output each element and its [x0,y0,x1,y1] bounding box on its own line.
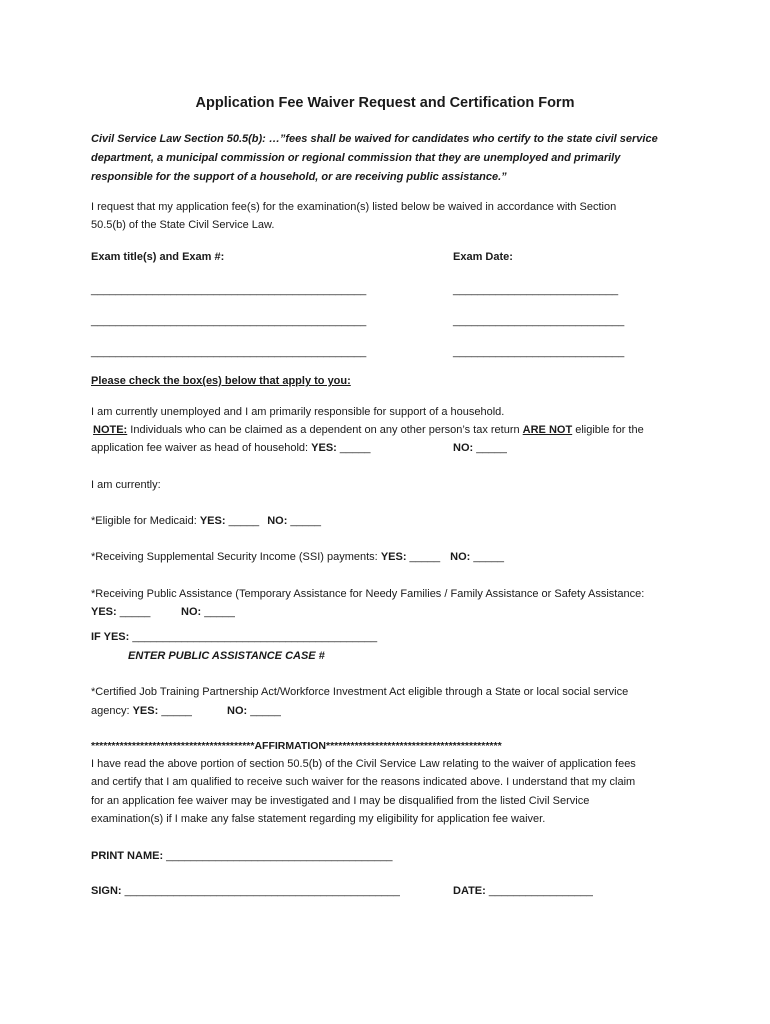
jtpa-agency-text: agency: [91,705,133,717]
citation-line-3: responsible for the support of a household, or are receiving public assistance.” [91,171,507,183]
medicaid-no-field[interactable]: _____ [287,515,322,527]
print-name-field[interactable]: _____________________________________ [163,850,393,862]
public-assistance-yes-field[interactable]: _____ [116,606,151,618]
head-of-household-text: application fee waiver as head of household: [91,442,312,454]
case-number-field[interactable]: ________________________________________ [129,631,378,643]
form-title: Application Fee Waiver Request and Certification Form [195,95,575,111]
medicaid-text: *Eligible for Medicaid: [91,515,200,527]
no-label: NO: [227,705,248,717]
exam-title-field-1[interactable]: _____________________________________________ [91,284,367,296]
unemployed-no-field[interactable]: _____ [473,442,507,454]
sign-line [91,884,400,898]
citation-line-1: Civil Service Law Section 50.5(b): …”fees shall be waived for candidates who certify to the state civil service [91,133,658,145]
yes-label: YES: [380,551,407,563]
public-assistance-text: *Receiving Public Assistance (Temporary Assistance for Needy Families / Family Assistance or Safety Assistance: [91,588,645,600]
yes-label: YES: [91,606,117,618]
exam-date-field-2[interactable]: ____________________________ [453,315,625,327]
date-field[interactable]: _________________ [485,885,593,897]
if-yes-line [91,630,377,644]
case-number-label: ENTER PUBLIC ASSISTANCE CASE # [128,650,325,662]
jtpa-no-field[interactable]: _____ [247,705,281,717]
jtpa-yes-field[interactable]: _____ [158,705,192,717]
exam-title-header: Exam title(s) and Exam #: [91,251,225,263]
affirmation-line-2: and certify that I am qualified to receive such waiver for the reasons indicated above. I understand that my claim [91,776,636,788]
exam-date-field-1[interactable]: ___________________________ [453,284,619,296]
affirmation-line-1: I have read the above portion of section 50.5(b) of the Civil Service Law relating to the waiver of application fees [91,758,636,770]
yes-label: YES: [311,442,337,454]
jtpa-line-1: *Certified Job Training Partnership Act/Workforce Investment Act eligible through a State or local social service [91,686,629,698]
affirmation-line-3: for an application fee waiver may be investigated and I may be disqualified from the listed Civil Service [91,795,590,807]
note-text: Individuals who can be claimed as a dependent on any other person’s tax return [127,424,523,436]
exam-title-field-2[interactable]: _____________________________________________ [91,315,367,327]
ssi-no-field[interactable]: _____ [470,551,504,563]
sign-label: SIGN: [91,885,122,897]
request-line-1: I request that my application fee(s) for the examination(s) listed below be waived in accordance with Section [91,201,617,213]
unemployed-yes-field[interactable]: _____ [336,442,371,454]
are-not-emphasis: ARE NOT [522,424,573,436]
public-assistance-yes-line [91,605,150,619]
medicaid-yes-field[interactable]: _____ [225,515,260,527]
exam-title-field-3[interactable]: _____________________________________________ [91,346,367,358]
ssi-yes-field[interactable]: _____ [406,551,441,563]
signature-field[interactable]: _____________________________________________ [121,885,400,897]
currently-label: I am currently: [91,479,161,491]
public-assistance-no-field[interactable]: _____ [201,606,235,618]
jtpa-yes-line [91,704,192,718]
request-line-2: 50.5(b) of the State Civil Service Law. [91,219,275,231]
yes-label: YES: [132,705,159,717]
yes-label: YES: [199,515,226,527]
affirmation-header: ****************************************AFFIRMATION******************************************* [91,740,502,752]
affirmation-line-4: examination(s) if I make any false statement regarding my eligibility for application fee waiver. [91,813,546,825]
print-name-label: PRINT NAME: [91,850,164,862]
no-label: NO: [450,551,471,563]
exam-date-field-3[interactable]: ____________________________ [453,346,625,358]
no-label: NO: [453,442,474,454]
unemployed-no-line [453,441,507,455]
check-boxes-header: Please check the box(es) below that apply to you: [91,375,351,387]
ssi-text: *Receiving Supplemental Security Income (SSI) payments: [91,551,381,563]
no-label: NO: [267,515,288,527]
note-label: NOTE: [93,424,128,436]
note-end: eligible for the [572,424,644,436]
print-name-line [91,849,393,863]
date-label: DATE: [453,885,486,897]
no-label: NO: [181,606,202,618]
date-line [453,884,593,898]
unemployed-line-1: I am currently unemployed and I am primarily responsible for support of a household. [91,406,505,418]
unemployed-yes-line [91,441,371,455]
unemployed-note-line [93,423,644,437]
public-assistance-no-line [181,605,235,619]
citation-line-2: department, a municipal commission or regional commission that they are unemployed and primarily [91,152,621,164]
ssi-line [91,550,504,564]
exam-date-header: Exam Date: [453,251,513,263]
jtpa-no-line [227,704,281,718]
if-yes-label: IF YES: [91,631,130,643]
medicaid-line [91,514,321,528]
